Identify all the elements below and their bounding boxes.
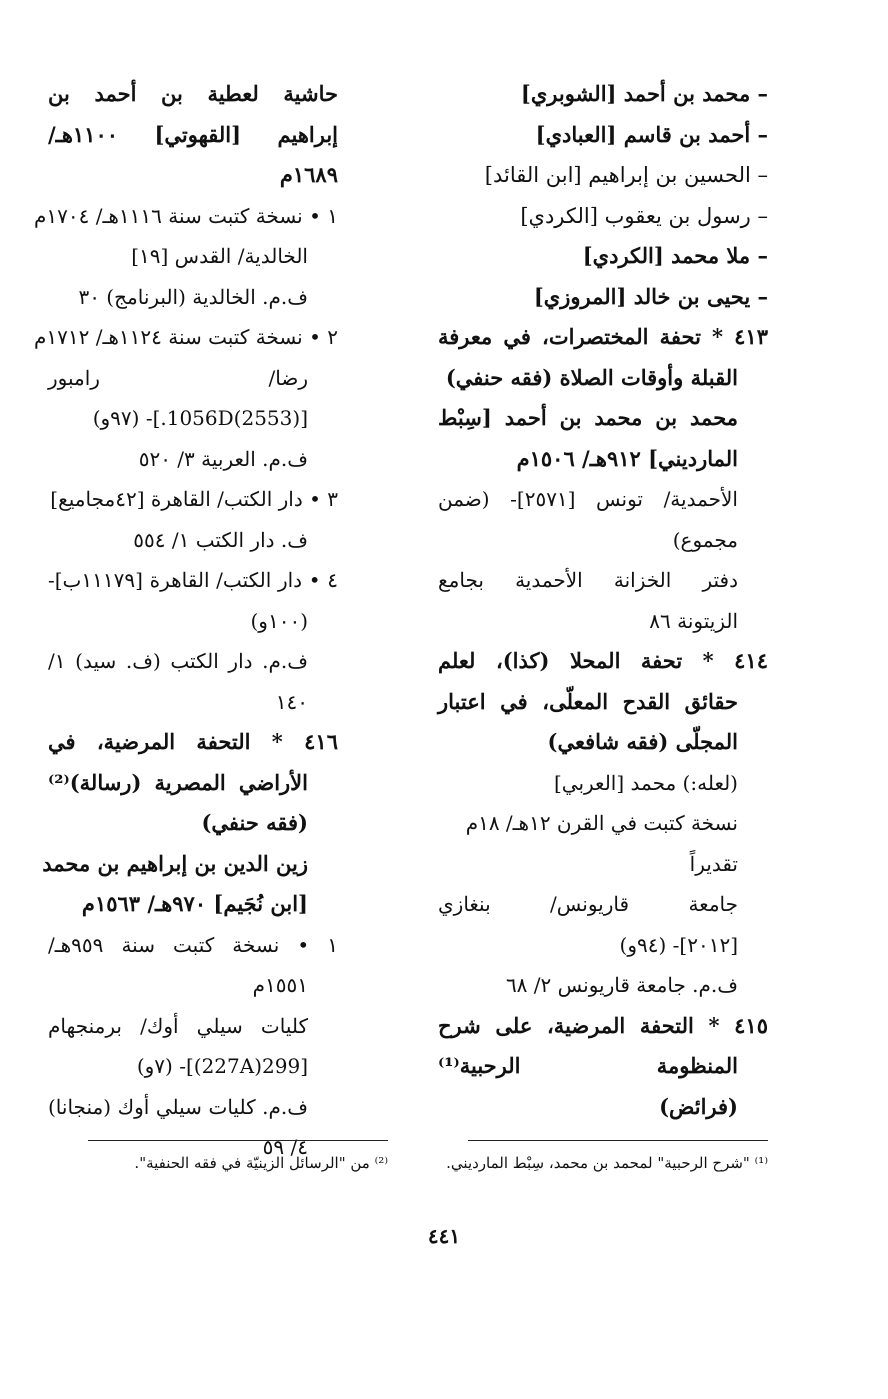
entry-title: ٤١٥ * التحفة المرضية، على شرح [438,1012,768,1038]
page-number: ٤٤١ [427,1224,461,1248]
text-line: – أحمد بن قاسم [العبادي] [535,121,768,147]
text-line: – ملا محمد [الكردي] [582,243,768,268]
author-line: زين الدين بن إبراهيم بن محمد [42,850,308,876]
text-line: ف.م. دار الكتب (ف. سيد) ١/ [48,649,308,673]
text-line: ١٤٠ [275,689,308,714]
left-column [34,74,338,1168]
footnote-2: ⁽²⁾ من "الرسائل الزينيّة في فقه الحنفية". [134,1154,388,1172]
text-line: ف.م. الخالدية (البرنامج) ٣٠ [78,284,308,309]
footnote-divider [468,1140,768,1141]
text-line: ٤/ ٥٩ [262,1135,308,1159]
footnote-1: ⁽¹⁾ "شرح الرحبية" لمحمد بن محمد، سِبْط المارديني. [446,1154,768,1172]
text-line: ٣ • دار الكتب/ القاهرة [٤٢مجاميع] [50,487,338,511]
entry-title: ٤١٦ * التحفة المرضية، في [48,729,338,754]
entry-title: حقائق القدح المعلّى، في اعتبار [438,688,738,714]
author-line: المارديني] ٩١٢هـ/ ١٥٠٦م [516,445,738,471]
text-line: [299(227A)]- (٧و) [136,1054,308,1078]
text-line: [٢٠١٢]- (٩٤و) [619,932,738,957]
entry-title: حاشية لعطية بن أحمد بن [48,81,338,106]
text-line: كليات سيلي أوك/ برمنجهام [48,1013,308,1038]
entry-title: المنظومة الرحبية⁽¹⁾ [438,1053,738,1078]
text-line: [(2553)1056D.]- (٩٧و) [92,406,308,430]
text-line: ف.م. العربية ٣/ ٥٢٠ [138,446,308,471]
text-line: ف. دار الكتب ١/ ٥٥٤ [133,527,308,552]
text-line: جامعة قاريونس/ بنغازي [438,892,738,916]
text-line: – يحيى بن خالد [المروزي] [533,283,768,309]
entry-title: (فقه حنفي) [201,810,308,835]
entry-title: ٤١٤ * تحفة المحلا (كذا)، لعلم [438,648,768,673]
entry-title: المجلّى (فقه شافعي) [547,729,738,754]
author-line: (لعله:) محمد [العربي] [553,770,738,795]
text-line: – رسول بن يعقوب [الكردي] [520,203,768,228]
author-line: إبراهيم [القهوتي] ١١٠٠هـ/ [48,121,338,147]
text-line: الزيتونة ٨٦ [649,608,738,633]
text-line: ف.م. كليات سيلي أوك (منجانا) [48,1094,308,1119]
text-line: دفتر الخزانة الأحمدية بجامع [438,568,738,592]
author-line: ١٦٨٩م [279,162,338,187]
text-line: ١٥٥١م [252,973,308,997]
text-line: ١ • نسخة كتبت سنة ٩٥٩هـ/ [48,932,338,957]
text-line: – الحسين بن إبراهيم [ابن القائد] [484,163,768,187]
author-line: محمد بن محمد بن أحمد [سِبْط [438,405,738,430]
text-line: الأحمدية/ تونس [٢٥٧١]- (ضمن [438,487,738,511]
entry-title: ٤١٣ * تحفة المختصرات، في معرفة [438,324,768,349]
text-line: ١ • نسخة كتبت سنة ١١١٦هـ/ ١٧٠٤م [34,203,338,228]
text-line: الخالدية/ القدس [١٩] [131,244,308,268]
text-line: (١٠٠و) [250,608,308,633]
author-line: [ابن نُجَيم] ٩٧٠هـ/ ١٥٦٣م [81,891,308,916]
entry-title: (فرائض) [659,1093,738,1119]
entry-title: القبلة وأوقات الصلاة (فقه حنفي) [445,364,738,390]
footnote-divider [88,1140,388,1141]
entry-title: الأراضي المصرية (رسالة)⁽²⁾ [48,769,308,795]
text-line: تقديراً [689,851,738,876]
text-line: نسخة كتبت في القرن ١٢هـ/ ١٨م [465,811,738,835]
text-line: – محمد بن أحمد [الشوبري] [520,81,768,106]
text-line: رضا/ رامبور [48,365,308,390]
text-line: ٤ • دار الكتب/ القاهرة [١١١٧٩ب]- [48,568,338,592]
text-line: ف.م. جامعة قاريونس ٢/ ٦٨ [505,973,738,997]
text-line: مجموع) [672,527,738,552]
right-column [438,74,768,1127]
text-line: ٢ • نسخة كتبت سنة ١١٢٤هـ/ ١٧١٢م [34,325,338,349]
